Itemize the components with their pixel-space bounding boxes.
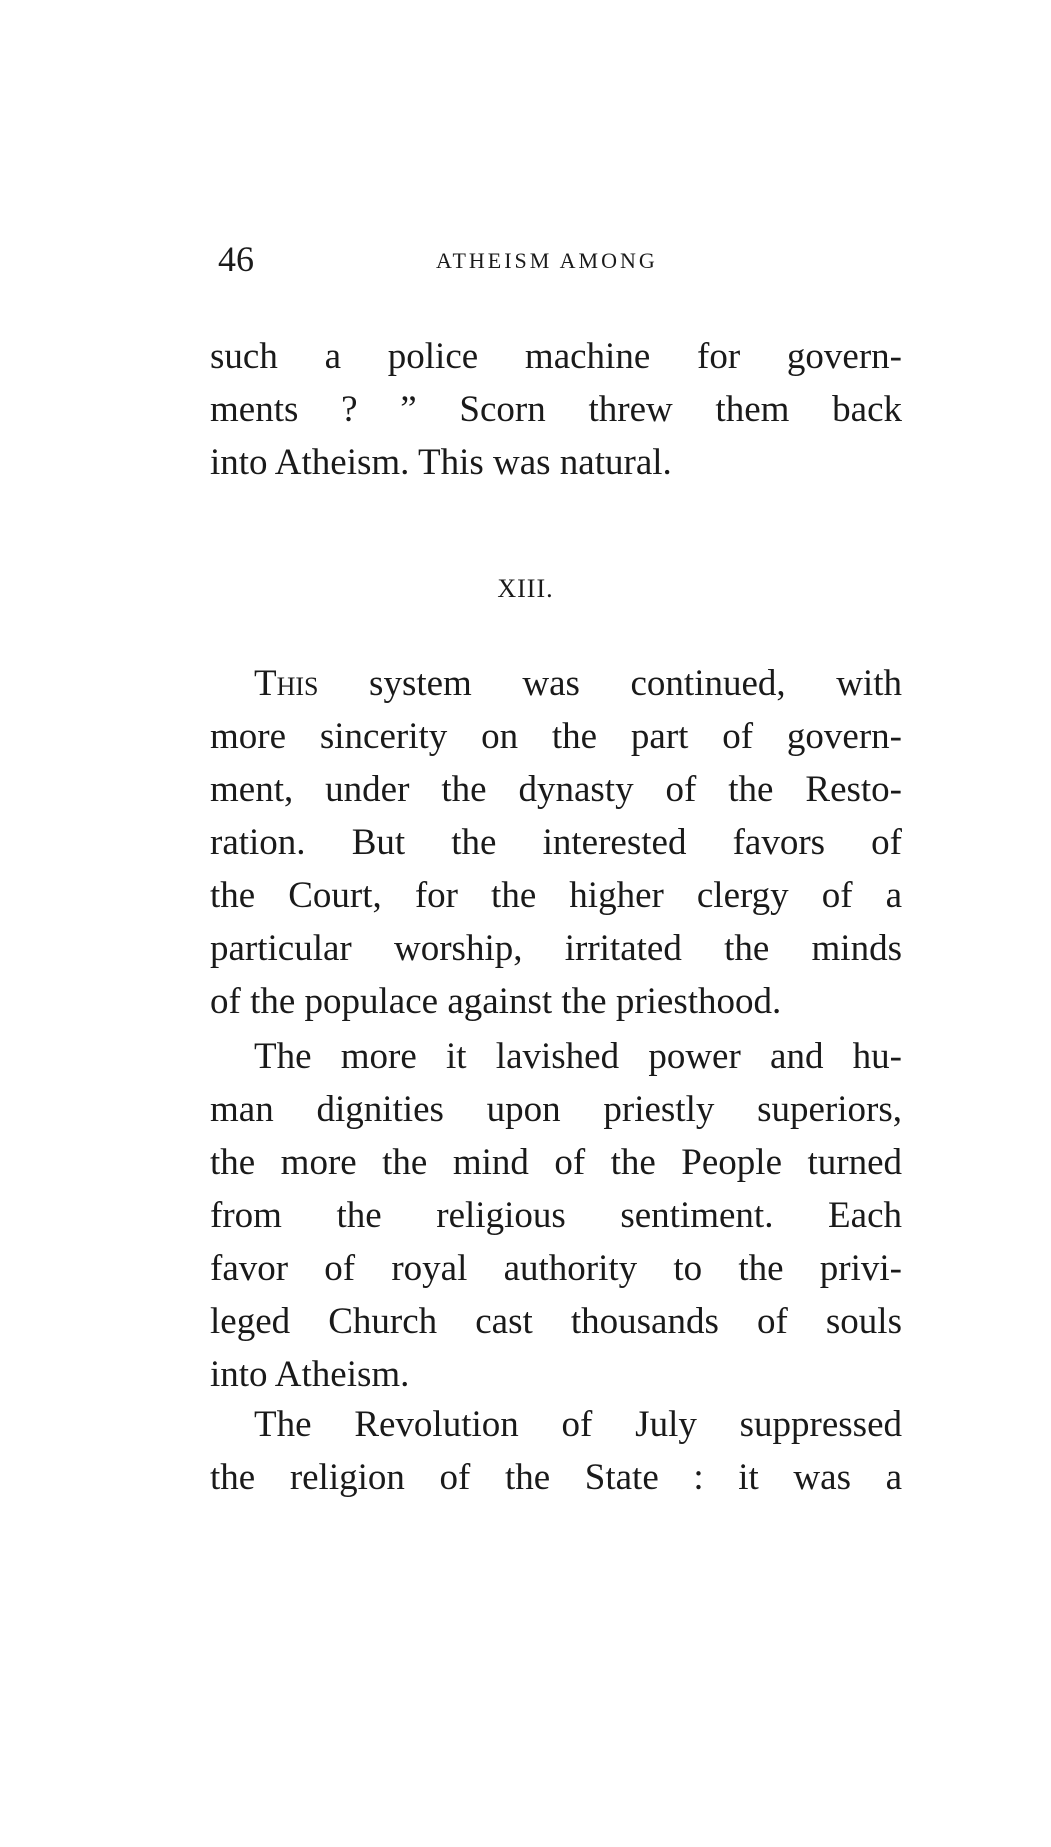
text-line: favor of royal authority to the privi- <box>210 1248 902 1289</box>
running-head: ATHEISM AMONG <box>436 248 658 273</box>
text-line: more sincerity on the part of govern- <box>210 716 902 757</box>
text-line: ment, under the dynasty of the Resto- <box>210 769 902 810</box>
text-line <box>210 657 902 710</box>
paragraph-section-opening <box>210 657 902 1028</box>
paragraph-continued <box>210 330 902 489</box>
text-line: into Atheism. This was natural. <box>210 442 672 483</box>
section-heading: XIII. <box>497 574 554 603</box>
text-line: such a police machine for govern- <box>210 336 902 377</box>
text-line: the religion of the State : it was a <box>210 1457 902 1498</box>
text-line: the Court, for the higher clergy of a <box>210 875 902 916</box>
drop-word: This <box>254 663 319 704</box>
text-line: ration. But the interested favors of <box>210 822 902 863</box>
paragraph <box>210 1398 902 1504</box>
text-line: man dignities upon priestly superiors, <box>210 1089 902 1130</box>
page-header <box>218 236 896 282</box>
text-line: of the populace against the priesthood. <box>210 981 782 1022</box>
text-line: into Atheism. <box>210 1354 410 1395</box>
text-line-rest: system was continued, with <box>318 663 902 704</box>
text-line: from the religious sentiment. Each <box>210 1195 902 1236</box>
page-number: 46 <box>218 239 254 279</box>
paragraph <box>210 1030 902 1401</box>
text-line: leged Church cast thousands of souls <box>210 1301 902 1342</box>
text-line: particular worship, irritated the minds <box>210 928 902 969</box>
text-line: ments ? ” Scorn threw them back <box>210 389 902 430</box>
text-line: The Revolution of July suppressed <box>254 1404 902 1445</box>
text-line: The more it lavished power and hu- <box>254 1036 902 1077</box>
text-line: the more the mind of the People turned <box>210 1142 902 1183</box>
